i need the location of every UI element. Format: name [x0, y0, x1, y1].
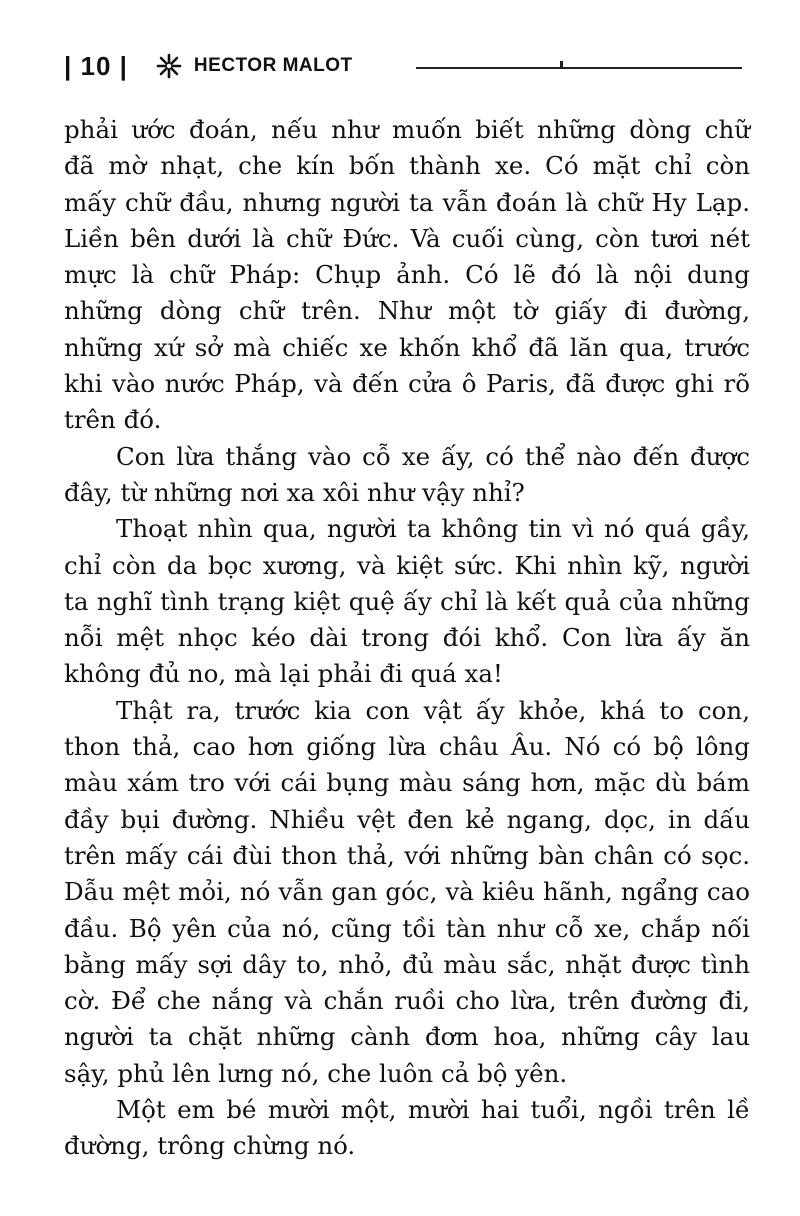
text-line: Thật ra, trước kia con vật ấy khỏe, khá to con, [116, 695, 750, 725]
paragraph [64, 112, 750, 439]
asterisk-ornament-icon [156, 53, 182, 79]
text-line: chỉ còn da bọc xương, và kiệt sức. Khi nhìn kỹ, người [64, 550, 750, 580]
text-line: mấy chữ đầu, nhưng người ta vẫn đoán là chữ Hy Lạp. [64, 187, 750, 217]
text-line: màu xám tro với cái bụng màu sáng hơn, mặc dù bám [64, 768, 750, 798]
paragraph [64, 1092, 750, 1165]
text-line: đây, từ những nơi xa xôi như vậy nhỉ? [64, 477, 525, 507]
text-line: thon thả, cao hơn giống lừa châu Âu. Nó có bộ lông [64, 732, 750, 762]
text-line: người ta chặt những cành đơm hoa, những cây lau [64, 1022, 750, 1052]
text-line: mực là chữ Pháp: Chụp ảnh. Có lẽ đó là nội dung [64, 260, 750, 290]
header-rule-tick [560, 61, 563, 68]
text-line: khi vào nước Pháp, và đến cửa ô Paris, đã được ghi rõ [64, 369, 750, 399]
text-line: Con lừa thắng vào cỗ xe ấy, có thể nào đến được [116, 441, 750, 471]
header-rule [416, 67, 742, 69]
running-header [64, 48, 744, 84]
paragraph [64, 439, 750, 512]
author-name: HECTOR MALOT [193, 55, 353, 76]
page-number: | 10 | [64, 50, 128, 81]
text-line: Dẫu mệt mỏi, nó vẫn gan góc, và kiêu hãnh, ngẩng cao [64, 877, 750, 907]
paragraph [64, 693, 750, 1092]
paragraph [64, 511, 750, 692]
text-line: đầu. Bộ yên của nó, cũng tồi tàn như cỗ xe, chắp nối [64, 913, 750, 943]
text-line: Một em bé mười một, mười hai tuổi, ngồi trên lề [116, 1095, 750, 1125]
body-text [64, 112, 750, 1165]
text-line: trên mấy cái đùi thon thả, với những bàn chân có sọc. [64, 840, 750, 870]
text-line: những dòng chữ trên. Như một tờ giấy đi đường, [64, 296, 750, 326]
text-line: sậy, phủ lên lưng nó, che luôn cả bộ yên. [64, 1058, 568, 1088]
text-line: trên đó. [64, 405, 162, 435]
text-line: ta nghĩ tình trạng kiệt quệ ấy chỉ là kết quả của những [64, 586, 750, 616]
text-line: cờ. Để che nắng và chắn ruồi cho lừa, trên đường đi, [64, 986, 750, 1016]
text-line: bằng mấy sợi dây to, nhỏ, đủ màu sắc, nhặt được tình [64, 949, 750, 979]
text-line: Thoạt nhìn qua, người ta không tin vì nó quá gầy, [116, 514, 750, 544]
text-line: Liền bên dưới là chữ Đức. Và cuối cùng, còn tươi nét [64, 223, 750, 253]
text-line: không đủ no, mà lại phải đi quá xa! [64, 659, 503, 689]
text-line: đường, trông chừng nó. [64, 1131, 356, 1161]
text-line: đã mờ nhạt, che kín bốn thành xe. Có mặt chỉ còn [64, 151, 750, 181]
text-line: đầy bụi đường. Nhiều vệt đen kẻ ngang, dọc, in dấu [64, 804, 750, 834]
text-line: nỗi mệt nhọc kéo dài trong đói khổ. Con lừa ấy ăn [64, 623, 750, 653]
text-line: những xứ sở mà chiếc xe khốn khổ đã lăn qua, trước [64, 332, 750, 362]
text-line: phải ước đoán, nếu như muốn biết những dòng chữ [64, 115, 750, 144]
